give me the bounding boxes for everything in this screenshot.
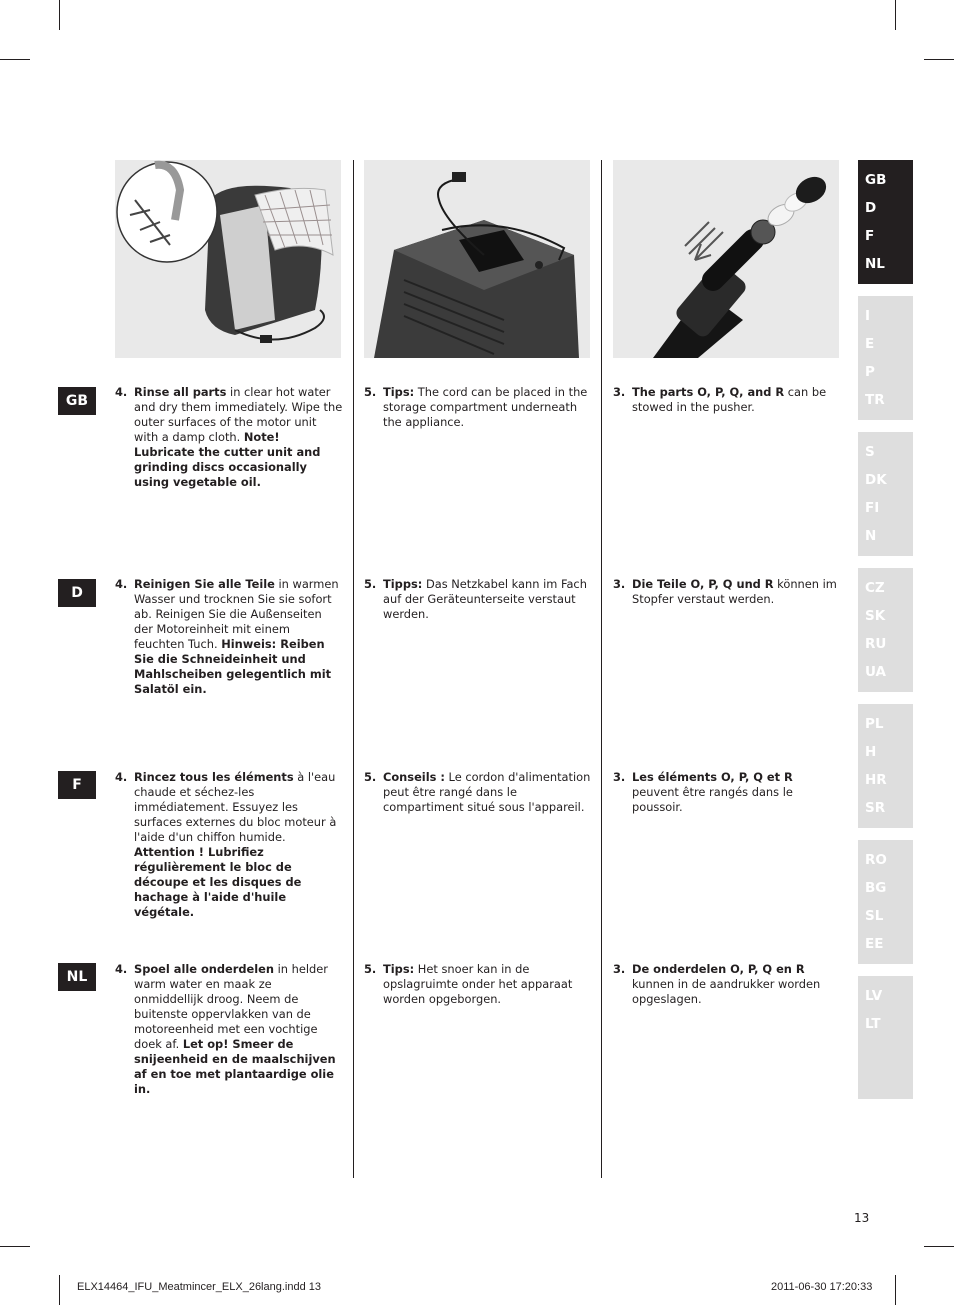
language-code-sk: SK [865, 608, 886, 624]
step-number: 4. [115, 385, 128, 399]
crop-mark [924, 59, 954, 60]
step-text-bold: Conseils : [383, 770, 445, 784]
lang-label-f: F [58, 771, 96, 799]
step-text-bold: Attention ! Lubrifiez régulièrement le bloc de découpe et les disques de hachage à l'aide d'huile végétale. [134, 845, 302, 919]
step-text-regular: in clear hot water and dry them immediately. Wipe the outer surfaces of the motor unit with a damp cloth. [134, 385, 343, 444]
step-number: 5. [364, 770, 377, 784]
lang-label-d: D [58, 579, 96, 607]
step-f-1 [115, 770, 343, 920]
step-text-bold: De onderdelen O, P, Q en R [632, 962, 805, 976]
step-text-bold: Note! Lubricate the cutter unit and grinding discs occasionally using vegetable oil. [134, 430, 321, 489]
language-code-gb: GB [865, 172, 887, 188]
step-d-1 [115, 577, 343, 697]
language-group-3 [858, 432, 913, 556]
language-code-ua: UA [865, 664, 886, 680]
step-text-regular: Het snoer kan in de opslagruimte onder het apparaat worden opgeborgen. [383, 962, 573, 1006]
step-text-bold: The parts O, P, Q, and R [632, 385, 785, 399]
step-text [383, 385, 592, 430]
step-text [383, 770, 592, 815]
step-text [632, 770, 841, 815]
step-f-3 [613, 770, 841, 815]
step-text-bold: Tips: [383, 962, 415, 976]
step-text [134, 962, 343, 1097]
step-text-regular: à l'eau chaude et séchez-les immédiatement. Essuyez les surfaces externes du bloc moteur à l'aide d'un chiffon humide. [134, 770, 337, 844]
illustration-cleaning [115, 160, 341, 358]
illustration-pusher-parts [613, 160, 839, 358]
language-group-1 [858, 160, 913, 284]
language-code-ee: EE [865, 936, 884, 952]
step-text-regular: can be stowed in the pusher. [632, 385, 827, 414]
language-code-nl: NL [865, 256, 885, 272]
language-code-n: N [865, 528, 877, 544]
page-number: 13 [854, 1211, 870, 1225]
crop-mark [0, 1246, 30, 1247]
step-text-bold: Let op! Smeer de snijeenheid en de maalschijven af en toe met plantaardige olie in. [134, 1037, 336, 1096]
language-code-i: I [865, 308, 871, 324]
step-text [632, 385, 841, 415]
language-code-bg: BG [865, 880, 887, 896]
step-text-bold: Hinweis: Reiben Sie die Schneideinheit und Mahlscheiben gelegentlich mit Salatöl ein. [134, 637, 332, 696]
step-nl-2 [364, 962, 592, 1007]
step-d-2 [364, 577, 592, 622]
step-text-bold: Reinigen Sie alle Teile [134, 577, 275, 591]
crop-mark [895, 1275, 896, 1305]
step-text [383, 962, 592, 1007]
step-text [134, 385, 343, 490]
language-code-sr: SR [865, 800, 886, 816]
step-text-bold: Spoel alle onderdelen [134, 962, 275, 976]
step-text-bold: Rinse all parts [134, 385, 227, 399]
crop-mark [895, 0, 896, 30]
language-code-sl: SL [865, 908, 884, 924]
step-text-regular: kunnen in de aandrukker worden opgeslagen. [632, 977, 821, 1006]
step-number: 5. [364, 577, 377, 591]
step-d-3 [613, 577, 841, 607]
step-gb-3 [613, 385, 841, 415]
step-nl-3 [613, 962, 841, 1007]
step-text-regular: The cord can be placed in the storage compartment underneath the appliance. [383, 385, 588, 429]
language-code-tr: TR [865, 392, 885, 408]
lang-label-gb: GB [58, 387, 96, 415]
step-text-bold: Rincez tous les éléments [134, 770, 294, 784]
step-text-regular: in helder warm water en maak ze onmiddellijk droog. Neem de buitenste oppervlakken van de motoreenheid met een vochtige doek af. [134, 962, 328, 1051]
language-code-lt: LT [865, 1016, 881, 1032]
step-text [632, 962, 841, 1007]
language-code-cz: CZ [865, 580, 885, 596]
step-gb-1 [115, 385, 343, 490]
step-text [383, 577, 592, 622]
crop-mark [924, 1246, 954, 1247]
language-group-7 [858, 976, 913, 1099]
step-text-regular: in warmen Wasser und trocknen Sie sie sofort ab. Reinigen Sie die Außenseiten der Motoreinheit mit einem feuchten Tuch. [134, 577, 339, 651]
language-code-fi: FI [865, 500, 880, 516]
step-text-regular: Le cordon d'alimentation peut être rangé dans le compartiment situé sous l'appareil. [383, 770, 591, 814]
step-f-2 [364, 770, 592, 815]
language-code-d: D [865, 200, 877, 216]
crop-mark [59, 1275, 60, 1305]
language-code-ru: RU [865, 636, 887, 652]
step-text-regular: peuvent être rangés dans le poussoir. [632, 785, 793, 814]
language-group-5 [858, 704, 913, 828]
step-number: 3. [613, 577, 626, 591]
step-number: 5. [364, 962, 377, 976]
step-nl-1 [115, 962, 343, 1097]
language-code-s: S [865, 444, 875, 460]
step-gb-2 [364, 385, 592, 430]
crop-mark [0, 59, 30, 60]
illustration-cord-storage [364, 160, 590, 358]
step-number: 3. [613, 385, 626, 399]
language-code-dk: DK [865, 472, 887, 488]
language-group-4 [858, 568, 913, 692]
step-number: 3. [613, 770, 626, 784]
language-code-ro: RO [865, 852, 887, 868]
step-text-bold: Die Teile O, P, Q und R [632, 577, 774, 591]
step-text-bold: Tipps: [383, 577, 423, 591]
step-text [134, 577, 343, 697]
language-code-e: E [865, 336, 875, 352]
step-text [632, 577, 841, 607]
footer-file: ELX14464_IFU_Meatmincer_ELX_26lang.indd 13 [77, 1281, 321, 1293]
footer-timestamp: 2011-06-30 17:20:33 [771, 1281, 873, 1293]
step-number: 3. [613, 962, 626, 976]
crop-mark [59, 0, 60, 30]
language-code-pl: PL [865, 716, 884, 732]
language-group-2 [858, 296, 913, 420]
step-number: 5. [364, 385, 377, 399]
step-text-regular: Das Netzkabel kann im Fach auf der Geräteunterseite verstaut werden. [383, 577, 587, 621]
language-code-f: F [865, 228, 875, 244]
lang-label-nl: NL [58, 963, 96, 991]
step-text [134, 770, 343, 920]
column-divider [353, 160, 354, 1178]
language-code-h: H [865, 744, 877, 760]
column-divider [601, 160, 602, 1178]
step-text-bold: Tips: [383, 385, 415, 399]
language-code-hr: HR [865, 772, 887, 788]
step-text-regular: können im Stopfer verstaut werden. [632, 577, 837, 606]
step-number: 4. [115, 962, 128, 976]
language-code-p: P [865, 364, 875, 380]
language-group-6 [858, 840, 913, 964]
step-number: 4. [115, 577, 128, 591]
language-code-lv: LV [865, 988, 883, 1004]
step-number: 4. [115, 770, 128, 784]
step-text-bold: Les éléments O, P, Q et R [632, 770, 793, 784]
